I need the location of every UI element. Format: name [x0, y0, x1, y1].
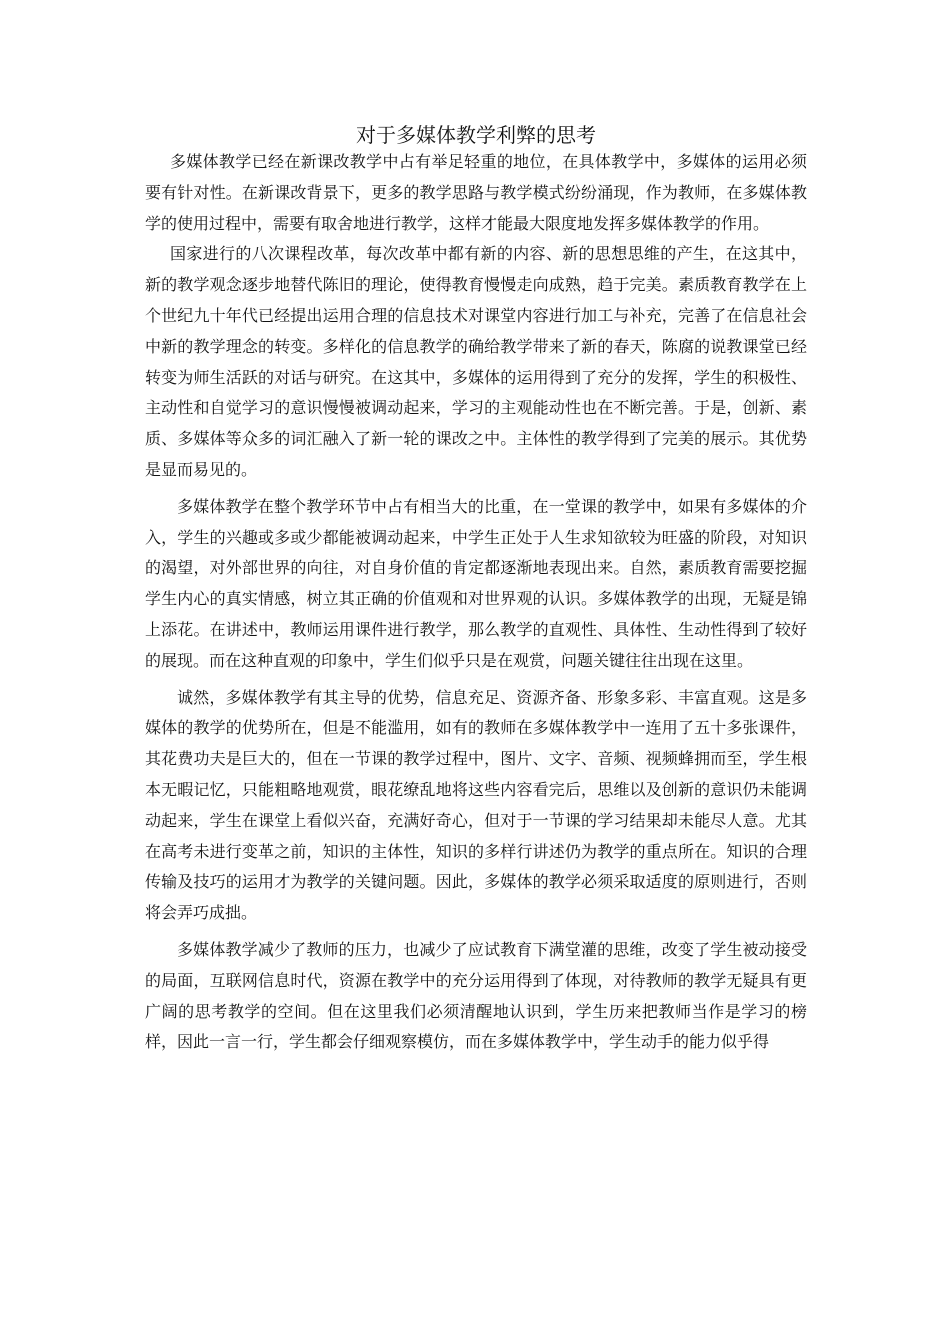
paragraph-3: 多媒体教学在整个教学环节中占有相当大的比重，在一堂课的教学中，如果有多媒体的介入，学生的兴趣或多或少都能被调动起来，中学生正处于人生求知欲较为旺盛的阶段，对知识的渴望，对外部世界的向往，对自身价值的肯定都逐渐地表现出来。自然，素质教育需要挖掘学生内心的真实情感，树立其正确的价值观和对世界观的认识。多媒体教学的出现，无疑是锦上添花。在讲述中，教师运用课件进行教学，那么教学的直观性、具体性、生动性得到了较好的展现。而在这种直观的印象中，学生们似乎只是在观赏，问题关键往往出现在这里。 — [145, 496, 807, 670]
paragraph-2: 国家进行的八次课程改革，每次改革中都有新的内容、新的思想思维的产生，在这其中，新的教学观念逐步地替代陈旧的理论，使得教育慢慢走向成熟，趋于完美。素质教育教学在上个世纪九十年代已经提出运用合理的信息技术对课堂内容进行加工与补充，完善了在信息社会中新的教学理念的转变。多样化的信息教学的确给教学带来了新的春天，陈腐的说教课堂已经转变为师生活跃的对话与研究。在这其中，多媒体的运用得到了充分的发挥，学生的积极性、主动性和自觉学习的意识慢慢被调动起来，学习的主观能动性也在不断完善。于是，创新、素质、多媒体等众多的词汇融入了新一轮的课改之中。主体性的教学得到了完美的展示。其优势是显而易见的。 — [145, 244, 807, 479]
paragraph-1: 多媒体教学已经在新课改教学中占有举足轻重的地位，在具体教学中，多媒体的运用必须要有针对性。在新课改背景下，更多的教学思路与教学模式纷纷涌现，作为教师，在多媒体教学的使用过程中，需要有取舍地进行教学，这样才能最大限度地发挥多媒体教学的作用。 — [145, 152, 807, 233]
document-title: 对于多媒体教学利弊的思考 — [356, 123, 596, 147]
paragraph-5: 多媒体教学减少了教师的压力，也减少了应试教育下满堂灌的思维，改变了学生被动接受的局面，互联网信息时代，资源在教学中的充分运用得到了体现，对待教师的教学无疑具有更广阔的思考教学的空间。但在这里我们必须清醒地认识到，学生历来把教师当作是学习的榜样，因此一言一行，学生都会仔细观察模仿，而在多媒体教学中，学生动手的能力似乎得 — [145, 939, 807, 1052]
document-body — [145, 147, 807, 1058]
paragraph-4: 诚然，多媒体教学有其主导的优势，信息充足、资源齐备、形象多彩、丰富直观。这是多媒体的教学的优势所在，但是不能滥用，如有的教师在多媒体教学中一连用了五十多张课件，其花费功夫是巨大的，但在一节课的教学过程中，图片、文字、音频、视频蜂拥而至，学生根本无暇记忆，只能粗略地观赏，眼花缭乱地将这些内容看完后，思维以及创新的意识仍未能调动起来，学生在课堂上看似兴奋，充满好奇心，但对于一节课的学习结果却未能尽人意。尤其在高考未进行变革之前，知识的主体性，知识的多样行讲述仍为教学的重点所在。知识的合理传输及技巧的运用才为教学的关键问题。因此，多媒体的教学必须采取适度的原则进行，否则将会弄巧成拙。 — [145, 687, 807, 923]
